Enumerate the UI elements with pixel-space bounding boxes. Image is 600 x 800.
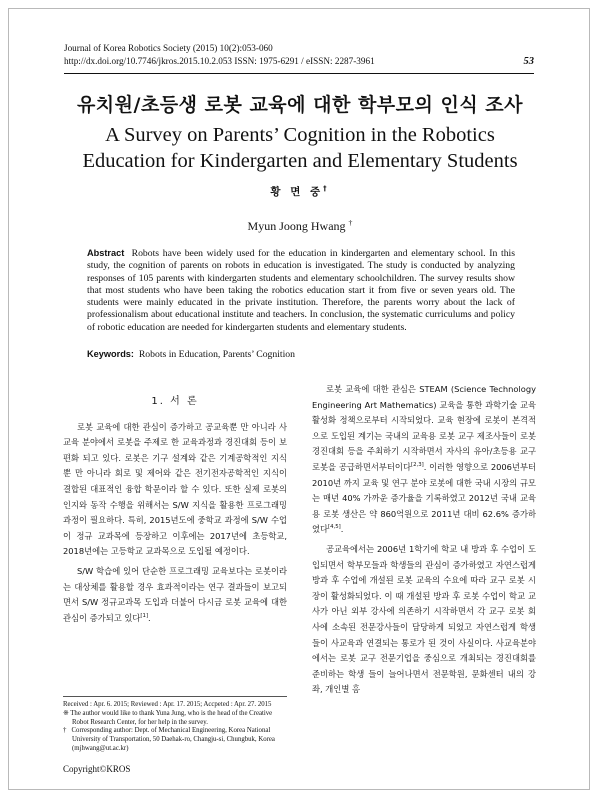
acknowledgement-note xyxy=(63,710,287,728)
keywords-label: Keywords: xyxy=(87,349,134,359)
note-mark: ※ xyxy=(63,709,69,717)
author-english-mark: † xyxy=(348,218,353,227)
title-english xyxy=(40,122,560,174)
paragraph-end: . xyxy=(148,612,151,623)
author-korean xyxy=(0,184,600,199)
citation: [1] xyxy=(140,612,149,619)
title-korean: 유치원/초등생 로봇 교육에 대한 학부모의 인식 조사 xyxy=(76,94,524,116)
abstract-text: Robots have been widely used for the education in kindergarten and elementary school. In this study, the cognition of parents on robots in education is investigated. The study is conducted by analyzing responses of 105 parents with kindergarten students and elementary schoolchildren. The survey results show that most students who have been taking the robotics education start it from five or seven years old. The students were mainly educated in the private institution. Therefore, the parents worry about the lack of professionalism about educational institute and teachers. In conclusion, the systematic curriculums and policy of robotic education are needed for kindergarten students and elementary students. xyxy=(87,248,516,333)
note-text: The author would like to thank Yuna Jung, who is the head of the Creative Robot Research Center, for her help in the survey. xyxy=(70,709,273,726)
note-text: Corresponding author: Dept. of Mechanical Engineering, Korea National University of Transportation, 50 Daehak-ro, Changju-si, Chungbuk, Korea (mjhwang@ut.ac.kr) xyxy=(71,727,275,752)
citation: [4,5] xyxy=(328,524,341,531)
copyright: Copyright©KROS xyxy=(63,764,131,774)
paragraph: 로봇 교육에 대한 관심이 증가하고 공교육뿐 만 아니라 사교육 분야에서 로봇을 주제로 한 교육과정과 경진대회 등이 보편화 되고 있다. 로봇은 기구 설계와 같은 기계공학적인 지식뿐 만 아니라 회로 및 제어와 같은 전기전자공학적인 지식이 결합된 대표적인 융합 학문이라 할 수 있다. 또한 실제 로봇의 인지와 동작 수행을 위해서는 S/W 지식을 활용한 프로그래밍 과정이 필요하다. 특히, 2015년도에 중학교 과정에 S/W 수업이 정규 교과목에 등장하고 이후에는 2017년에 초등학교, 2018년에는 고등학교 교과목으로 도입될 예정이다. xyxy=(63,421,287,557)
header-rule xyxy=(64,73,534,74)
paragraph-text: S/W 학습에 있어 단순한 프로그래밍 교육보다는 로봇이라는 대상체를 활용할 경우 효과적이라는 연구 결과들이 보고되면서 S/W 정규교과목 도입과 더불어 다시금 로봇 교육에 대한 관심이 증가되고 있다 xyxy=(63,565,287,623)
citation: [2,3] xyxy=(410,462,424,469)
paragraph: 공교육에서는 2006년 1학기에 학교 내 방과 후 수업이 도입되면서 학부모들과 학생들의 관심이 증가하였고 자연스럽게 방과 후 수업에 개설된 로봇 교육의 수요에 따라 교구 로봇 시장이 활성화되었다. 이 때 개설된 방과 후 로봇 수업이 학교 교사가 아닌 외부 강사에 의존하기 시작하면서 각 교구 로봇 회사에 소속된 전문강사들이 담당하게 되었고 자연스럽게 학생들이 사교육과 연결되는 통로가 된 것이 사실이다. 사교육분야에서는 로봇 교구 전문기업을 중심으로 개최되는 경진대회를 준비하는 학생 들이 늘어나면서 전문학원, 문화센터 내의 강좌, 개인별 홈 xyxy=(312,543,536,695)
author-english xyxy=(0,219,600,234)
left-column xyxy=(63,382,287,626)
page-number: 53 xyxy=(523,56,534,67)
journal-citation: Journal of Korea Robotics Society (2015) 10(2):053-060 xyxy=(64,43,273,53)
paragraph-text: 로봇 교육에 대한 관심은 STEAM (Science Technology Engineering Art Mathematics) 교육을 통한 과학기술 교육 활성화 정책으로부터 시작되었다. 교육 현장에 로봇이 본격적으로 도입된 계기는 국내의 교육용 로봇 교구 제조사들이 로봇경진대회 등을 주최하기 시작하면서 자사의 유아/초등용 교구 로봇을 공급하면서부터이다 xyxy=(312,384,536,472)
abstract-label: Abstract xyxy=(87,248,125,258)
author-korean-name: 황 면 중 xyxy=(270,186,324,198)
title-english-line1: A Survey on Parents’ Cognition in the Robotics xyxy=(105,124,495,146)
paragraph-end: . xyxy=(340,524,344,535)
keywords xyxy=(87,349,515,360)
footnotes xyxy=(63,696,287,754)
abstract xyxy=(87,247,515,334)
author-korean-mark: † xyxy=(323,184,330,193)
right-column xyxy=(312,382,536,698)
journal-header xyxy=(64,42,375,68)
author-english-name: Myun Joong Hwang xyxy=(247,219,346,233)
paragraph-text: . 이러한 영향으로 2006년부터 2010년 까지 교육 및 연구 분야 로봇에 대한 국내 시장의 규모는 매년 40% 가까운 증가율을 기록하였고 2012년 국내 교육용 로봇 생산은 약 860억원으로 2011년 대비 62.6% 증가하였다 xyxy=(312,461,536,535)
paragraph xyxy=(63,564,287,626)
paragraph xyxy=(312,382,536,538)
keywords-text: Robots in Education, Parents’ Cognition xyxy=(138,349,295,360)
title-english-line2: Education for Kindergarten and Elementary Students xyxy=(82,150,518,172)
doi-issn-line: http://dx.doi.org/10.7746/jkros.2015.10.2.053 ISSN: 1975-6291 / eISSN: 2287-3961 xyxy=(64,56,375,66)
section-title: 1. 서 론 xyxy=(151,396,199,407)
received-dates: Received : Apr. 6. 2015; Reviewed : Apr. 17. 2015; Accpeted : Apr. 27. 2015 xyxy=(63,701,272,708)
corresponding-author-note xyxy=(63,727,287,753)
note-mark: † xyxy=(63,727,67,735)
